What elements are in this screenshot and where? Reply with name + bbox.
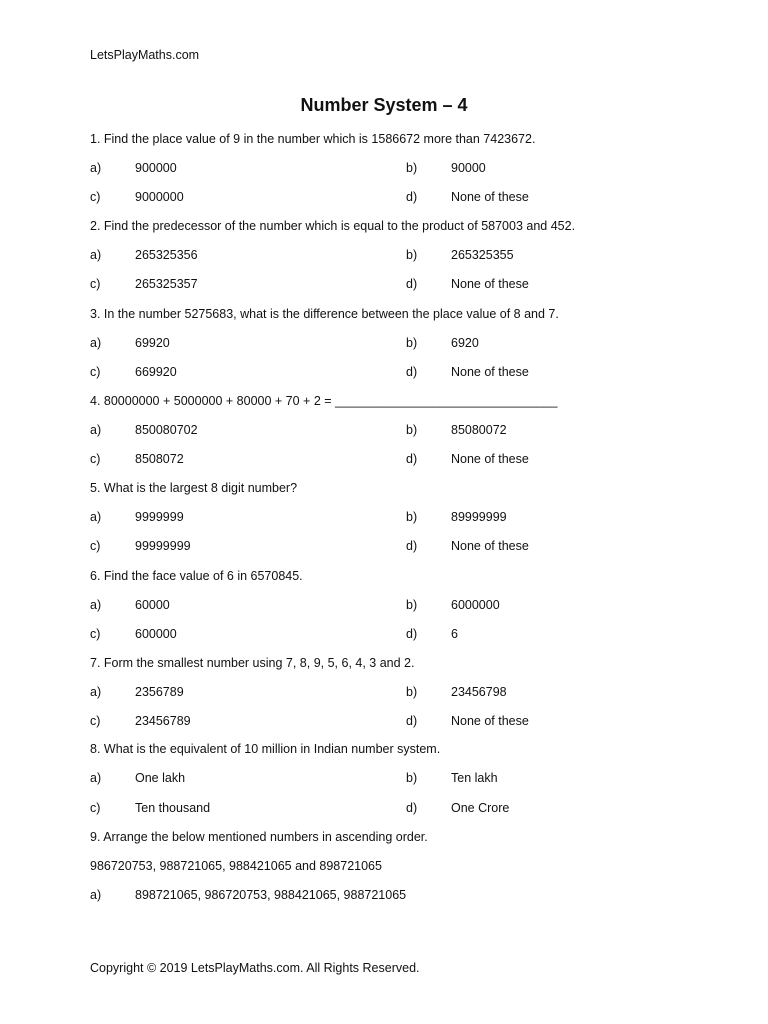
question-3: 3. In the number 5275683, what is the difference between the place value of 8 and 7.	[90, 307, 559, 321]
option-value: None of these	[451, 277, 529, 291]
option-value: 669920	[135, 365, 177, 379]
option-value: 9000000	[135, 190, 184, 204]
copyright-footer: Copyright © 2019 LetsPlayMaths.com. All Rights Reserved.	[90, 961, 420, 975]
option-value: Ten lakh	[451, 771, 498, 785]
option-value: None of these	[451, 452, 529, 466]
option-label: d)	[406, 365, 418, 379]
option-label: b)	[406, 510, 418, 524]
question-7: 7. Form the smallest number using 7, 8, 9, 5, 6, 4, 3 and 2.	[90, 656, 415, 670]
option-label: b)	[406, 598, 418, 612]
option-value: 90000	[451, 161, 486, 175]
option-label: a)	[90, 336, 102, 350]
option-label: c)	[90, 627, 101, 641]
option-value: 265325356	[135, 248, 198, 262]
question-8: 8. What is the equivalent of 10 million in Indian number system.	[90, 742, 441, 756]
question-9-numbers: 986720753, 988721065, 988421065 and 898721065	[90, 859, 382, 873]
option-label: a)	[90, 248, 102, 262]
option-value: Ten thousand	[135, 801, 211, 815]
option-value: 23456789	[135, 714, 191, 728]
option-value: 9999999	[135, 510, 184, 524]
option-label: c)	[90, 801, 101, 815]
question-2: 2. Find the predecessor of the number which is equal to the product of 587003 and 452.	[90, 219, 576, 233]
option-value: 89999999	[451, 510, 507, 524]
option-value: None of these	[451, 539, 529, 553]
option-value: 6	[451, 627, 458, 641]
question-4: 4. 80000000 + 5000000 + 80000 + 70 + 2 = ________________________________	[90, 394, 558, 408]
option-label: c)	[90, 190, 101, 204]
option-label: c)	[90, 452, 101, 466]
question-9: 9. Arrange the below mentioned numbers in ascending order.	[90, 830, 428, 844]
option-label: c)	[90, 539, 101, 553]
option-value: 8508072	[135, 452, 184, 466]
option-value: 23456798	[451, 685, 507, 699]
option-label: a)	[90, 685, 102, 699]
option-label: b)	[406, 423, 418, 437]
option-label: c)	[90, 365, 101, 379]
option-label: c)	[90, 277, 101, 291]
option-value: 99999999	[135, 539, 191, 553]
option-label: d)	[406, 190, 418, 204]
option-label: a)	[90, 598, 102, 612]
option-value: 69920	[135, 336, 170, 350]
option-label: d)	[406, 801, 418, 815]
option-label: d)	[406, 277, 418, 291]
option-label: b)	[406, 161, 418, 175]
option-value: 6000000	[451, 598, 500, 612]
option-value: 900000	[135, 161, 177, 175]
option-value: 265325357	[135, 277, 198, 291]
option-value: 60000	[135, 598, 170, 612]
option-value: None of these	[451, 714, 529, 728]
option-value: 600000	[135, 627, 177, 641]
option-label: a)	[90, 423, 102, 437]
option-value: 265325355	[451, 248, 514, 262]
option-label: d)	[406, 452, 418, 466]
option-value: One lakh	[135, 771, 186, 785]
option-label: d)	[406, 714, 418, 728]
option-label: c)	[90, 714, 101, 728]
option-value: One Crore	[451, 801, 510, 815]
question-1: 1. Find the place value of 9 in the number which is 1586672 more than 7423672.	[90, 132, 536, 146]
question-6: 6. Find the face value of 6 in 6570845.	[90, 569, 303, 583]
option-label: b)	[406, 685, 418, 699]
option-label: a)	[90, 771, 102, 785]
option-label: b)	[406, 248, 418, 262]
option-label: d)	[406, 539, 418, 553]
option-value: 2356789	[135, 685, 184, 699]
option-value: None of these	[451, 190, 529, 204]
option-value: 850080702	[135, 423, 198, 437]
site-name: LetsPlayMaths.com	[90, 48, 200, 62]
option-label: d)	[406, 627, 418, 641]
question-5: 5. What is the largest 8 digit number?	[90, 481, 298, 495]
option-label: b)	[406, 771, 418, 785]
option-value: None of these	[451, 365, 529, 379]
page-title: Number System – 4	[300, 95, 468, 115]
option-label: a)	[90, 510, 102, 524]
option-label: a)	[90, 161, 102, 175]
option-value: 6920	[451, 336, 479, 350]
option-label: b)	[406, 336, 418, 350]
option-label: a)	[90, 888, 102, 902]
option-value: 85080072	[451, 423, 507, 437]
option-value: 898721065, 986720753, 988421065, 988721065	[135, 888, 407, 902]
